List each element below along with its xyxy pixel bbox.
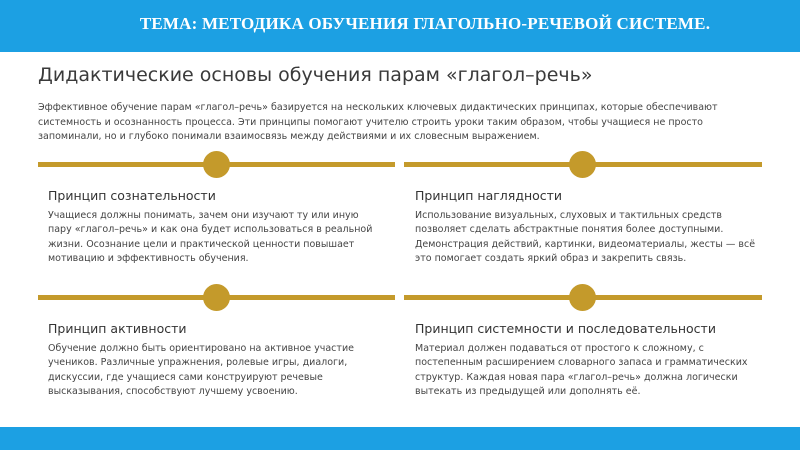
principle-title-system: Принцип системности и последовательности	[415, 321, 716, 336]
divider-dot-3	[203, 284, 230, 311]
principle-text-consciousness: Учащиеся должны понимать, зачем они изучают ту или иную пару «глагол–речь» и как она будет использоваться в реальной жизни. Осознание цели и практической ценности повышает мотивацию и эффективность обучения.	[48, 210, 373, 264]
topic-title: ТЕМА: МЕТОДИКА ОБУЧЕНИЯ ГЛАГОЛЬНО-РЕЧЕВОЙ СИСТЕМЕ.	[139, 14, 711, 33]
slide-title: Дидактические основы обучения парам «глагол–речь»	[38, 64, 593, 86]
divider-dot-2	[569, 151, 596, 178]
intro-paragraph: Эффективное обучение парам «глагол–речь» базируется на нескольких ключевых дидактических принципах, которые обеспечивают системность и осознанность процесса. Эти принципы помогают учителю строить уроки таким образом, чтобы учащиеся не просто запоминали, но и глубоко понимали взаимосвязь между действиями и их словесным выражением.	[38, 102, 718, 142]
divider-dot-1	[203, 151, 230, 178]
footer-band	[0, 427, 800, 450]
principle-title-consciousness: Принцип сознательности	[48, 188, 216, 203]
principle-text-activity: Обучение должно быть ориентировано на активное участие учеников. Различные упражнения, ролевые игры, диалоги, дискуссии, где учащиеся сами конструируют речевые высказывания, способствуют лучшему усвоению.	[48, 343, 354, 397]
principle-title-visual: Принцип наглядности	[415, 188, 563, 203]
principle-title-activity: Принцип активности	[48, 321, 187, 336]
principle-text-visual: Использование визуальных, слуховых и тактильных средств позволяет сделать абстрактные понятия более доступными. Демонстрация действий, картинки, видеоматериалы, жесты — всё это помогает создать яркий образ и закрепить связь.	[415, 210, 756, 264]
divider-dot-4	[569, 284, 596, 311]
principle-text-system: Материал должен подаваться от простого к сложному, с постепенным расширением словарного запаса и грамматических структур. Каждая новая пара «глагол–речь» должна логически вытекать из предыдущей или дополнять её.	[415, 343, 748, 397]
